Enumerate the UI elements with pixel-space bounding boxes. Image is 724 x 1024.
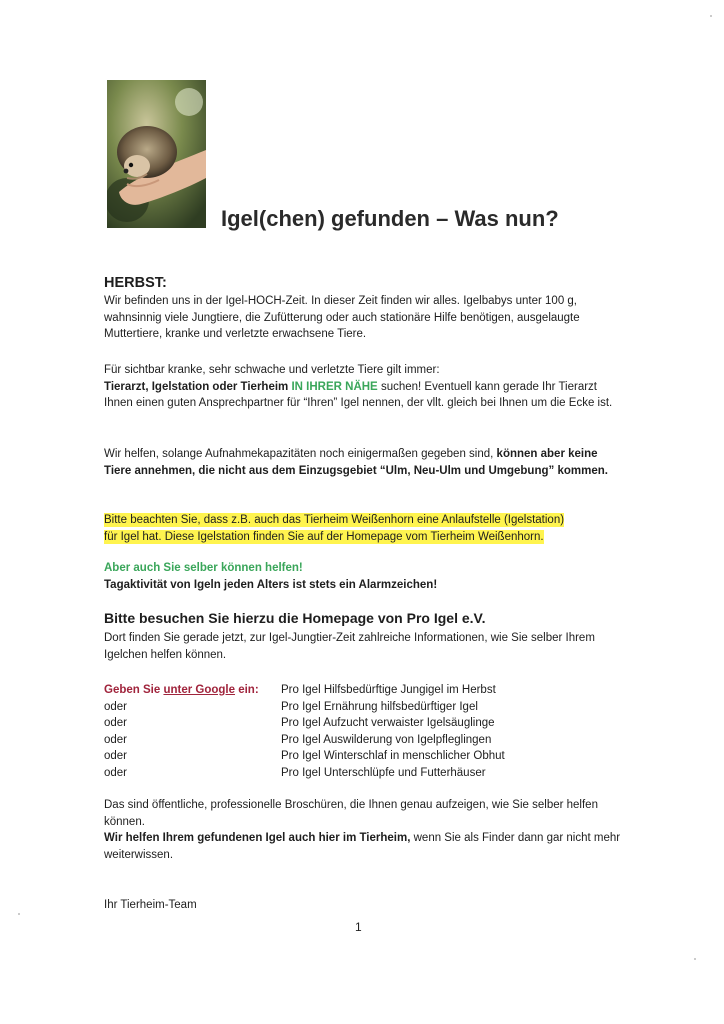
search-term-row: [104, 748, 505, 765]
scan-speck: [18, 913, 20, 915]
capacity-paragraph: [104, 446, 624, 479]
closing-paragraph: [104, 797, 624, 863]
paragraph-text: [104, 830, 624, 863]
search-term-connector: oder: [104, 717, 128, 729]
scan-speck: [710, 15, 712, 17]
search-term: Pro Igel Winterschlaf in menschlicher Obhut: [281, 750, 505, 762]
paragraph-text: Wir befinden uns in der Igel-HOCH-Zeit. In dieser Zeit finden wir alles. Igelbabys unter 100 g, wahnsinnig viele Jungtiere, die Zufütterung oder auch stationäre Hilfe benötigen, ausgelaugte Muttertiere, kranke und verletzte erwachsene Tiere.: [104, 295, 580, 340]
highlight-paragraph: [104, 512, 644, 545]
search-term: Pro Igel Hilfsbedürftige Jungigel im Herbst: [281, 684, 496, 696]
label-pre: Geben Sie: [104, 684, 161, 696]
search-term-connector: oder: [104, 700, 128, 713]
paragraph-text: Das sind öffentliche, professionelle Broschüren, die Ihnen genau aufzeigen, wie Sie selber helfen können.: [104, 799, 598, 828]
highlighted-text: Bitte beachten Sie, dass z.B. auch das Tierheim Weißenhorn eine Anlaufstelle (Igelstation): [104, 514, 565, 526]
search-term-row: [104, 682, 505, 699]
search-term-connector: [104, 682, 281, 699]
paragraph-rest: suchen! Eventuell kann gerade Ihr Tierarzt Ihnen einen guten Ansprechpartner für “Ihren” Igel nennen, der vllt. gleich bei Ihnen um die Ecke ist.: [104, 380, 613, 409]
search-term-connector: oder: [104, 733, 128, 746]
bold-text: Tierarzt, Igelstation oder Tierheim: [104, 380, 289, 393]
green-emphasis: IN IHRER NÄHE: [291, 380, 378, 393]
google-instruction-label: [104, 684, 259, 696]
search-terms-table: [104, 682, 505, 781]
paragraph-normal: Wir helfen, solange Aufnahmekapazitäten noch einigermaßen gegeben sind,: [104, 448, 494, 460]
section-heading-herbst: HERBST:: [104, 275, 167, 291]
search-terms-body: [104, 682, 505, 781]
search-term-row: [104, 699, 505, 716]
paragraph-rest: wenn Sie als Finder dann gar nicht mehr weiterwissen.: [104, 832, 621, 861]
search-term: Pro Igel Auswilderung von Igelpfleglingen: [281, 733, 492, 746]
pro-igel-paragraph: [104, 630, 624, 663]
label-post: ein:: [238, 684, 259, 696]
google-link-text: unter Google: [163, 684, 236, 696]
search-term: Pro Igel Aufzucht verwaister Igelsäuglinge: [281, 717, 495, 729]
hedgehog-photo: [107, 80, 206, 228]
herbst-paragraph: [104, 293, 624, 343]
bold-text: Wir helfen Ihrem gefundenen Igel auch hier im Tierheim,: [104, 832, 411, 844]
alarm-text: Tagaktivität von Igeln jeden Alters ist stets ein Alarmzeichen!: [104, 578, 438, 591]
highlight-line-2: [104, 529, 644, 546]
paragraph-text: [104, 379, 624, 412]
search-term-row: [104, 732, 505, 749]
section-heading-pro-igel: Bitte besuchen Sie hierzu die Homepage von Pro Igel e.V.: [104, 610, 486, 626]
page-title: Igel(chen) gefunden – Was nun?: [221, 206, 559, 231]
paragraph-line: Für sichtbar kranke, sehr schwache und verletzte Tiere gilt immer:: [104, 364, 440, 376]
scan-speck: [694, 958, 696, 960]
search-term: Pro Igel Ernährung hilfsbedürftiger Igel: [281, 700, 478, 713]
search-term-row: [104, 765, 505, 782]
help-paragraph: [104, 560, 624, 593]
search-term-row: [104, 715, 505, 732]
search-term: Pro Igel Unterschlüpfe und Futterhäuser: [281, 766, 486, 779]
signature: Ihr Tierheim-Team: [104, 899, 197, 911]
bold-text: können aber keine Tiere annehmen, die nicht aus dem Einzugsgebiet “Ulm, Neu-Ulm und Umgebung” kommen.: [104, 448, 608, 477]
highlight-line-1: [104, 512, 644, 529]
paragraph-text: [104, 446, 624, 479]
vet-paragraph: [104, 362, 624, 412]
paragraph-text: Dort finden Sie gerade jetzt, zur Igel-Jungtier-Zeit zahlreiche Informationen, wie Sie selber Ihrem Igelchen helfen können.: [104, 632, 595, 661]
highlighted-text: für Igel hat. Diese Igelstation finden Sie auf der Homepage vom Tierheim Weißenhorn.: [104, 530, 544, 543]
green-heading: Aber auch Sie selber können helfen!: [104, 562, 303, 574]
page-number: 1: [355, 920, 362, 934]
hedgehog-on-hand-icon: [107, 80, 206, 228]
search-term-connector: oder: [104, 750, 128, 762]
search-term-connector: oder: [104, 766, 128, 779]
